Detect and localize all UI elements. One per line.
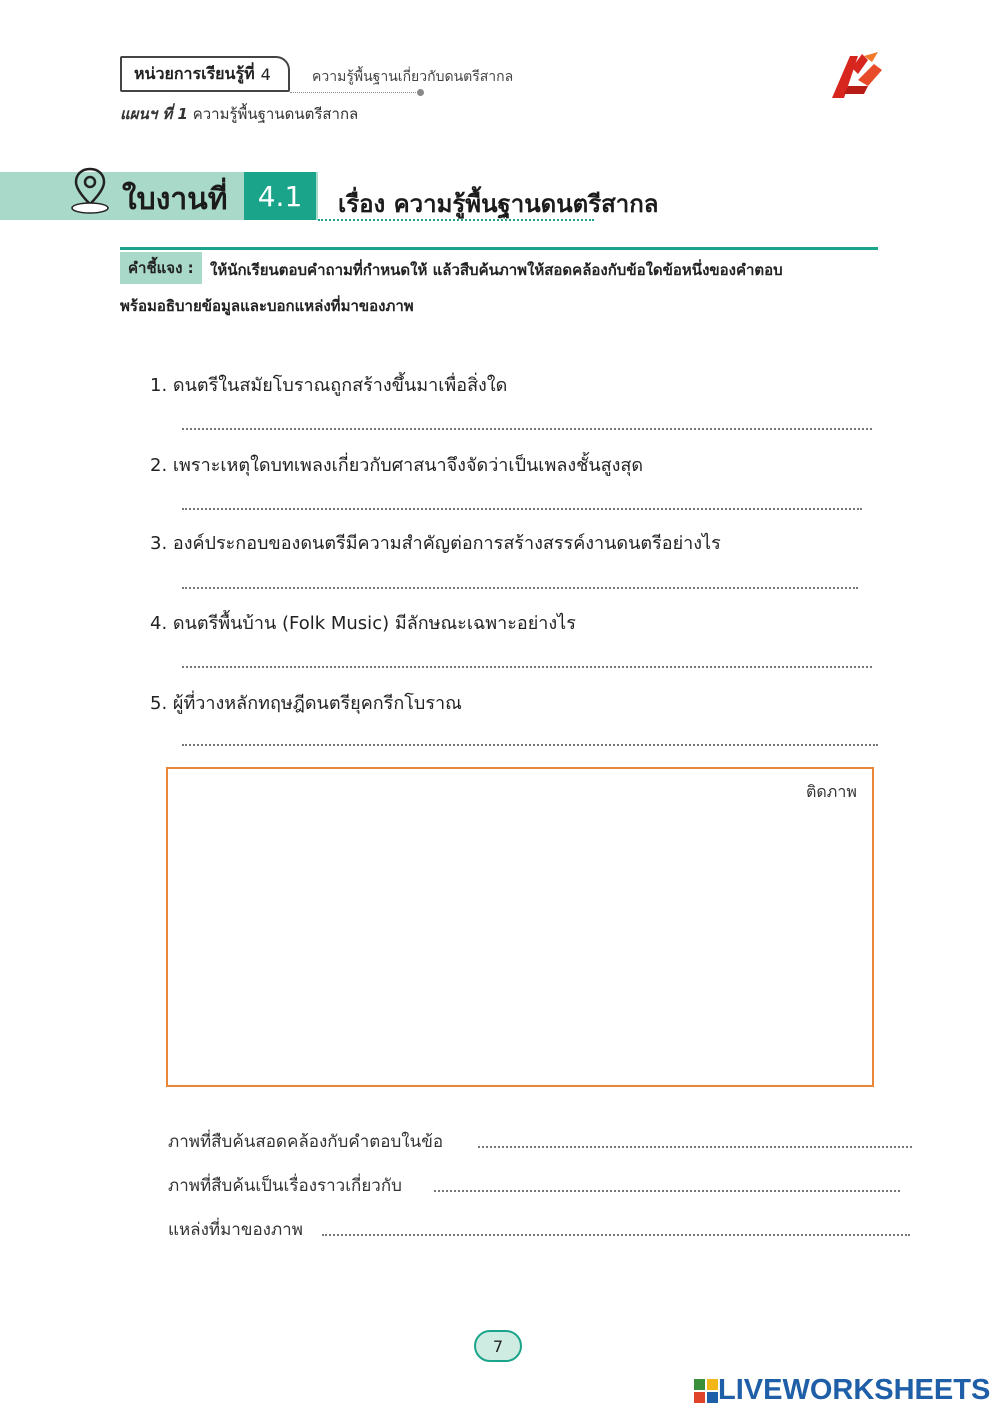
instructions-tag: คำชี้แจง :: [120, 252, 202, 284]
unit-box: [120, 56, 290, 92]
question-3: 3. องค์ประกอบของดนตรีมีความสำคัญต่อการสร้างสรรค์งานดนตรีอย่างไร: [150, 533, 721, 554]
answer-line-5[interactable]: [182, 744, 878, 746]
instructions-line-2: พร้อมอธิบายข้อมูลและบอกแหล่งที่มาของภาพ: [120, 297, 414, 315]
instructions-rule: [120, 247, 878, 250]
answer-line-3[interactable]: [182, 587, 858, 589]
watermark-text: LIVEWORKSHEETS: [718, 1374, 991, 1406]
field-line-source[interactable]: [322, 1234, 910, 1236]
question-1: 1. ดนตรีในสมัยโบราณถูกสร้างขึ้นมาเพื่อสิ่งใด: [150, 375, 508, 396]
question-5: 5. ผู้ที่วางหลักทฤษฎีดนตรียุคกรีกโบราณ: [150, 693, 462, 714]
liveworksheets-logo-icon: [693, 1378, 719, 1404]
page-number: 7: [474, 1330, 522, 1362]
answer-line-1[interactable]: [182, 428, 872, 430]
plan-topic: ความรู้พื้นฐานดนตรีสากล: [192, 105, 359, 123]
plan-label: แผนฯ ที่ 1: [120, 105, 188, 123]
field-label-answer-number: ภาพที่สืบค้นสอดคล้องกับคำตอบในข้อ: [168, 1132, 444, 1152]
unit-number: 4: [260, 64, 271, 84]
answer-line-4[interactable]: [182, 666, 872, 668]
publisher-logo-icon: [828, 50, 888, 102]
location-pin-icon: [68, 166, 112, 216]
field-line-answer-number[interactable]: [478, 1146, 912, 1148]
worksheet-label: ใบงานที่: [122, 182, 228, 217]
title-underline: [318, 219, 594, 221]
field-line-story[interactable]: [434, 1190, 900, 1192]
question-2: 2. เพราะเหตุใดบทเพลงเกี่ยวกับศาสนาจึงจัดว่าเป็นเพลงชั้นสูงสุด: [150, 455, 644, 476]
unit-topic: ความรู้พื้นฐานเกี่ยวกับดนตรีสากล: [312, 69, 514, 85]
unit-divider-dot: [417, 89, 424, 96]
field-label-story: ภาพที่สืบค้นเป็นเรื่องราวเกี่ยวกับ: [168, 1176, 402, 1196]
question-4: 4. ดนตรีพื้นบ้าน (Folk Music) มีลักษณะเฉพาะอย่างไร: [150, 613, 576, 634]
image-drop-area[interactable]: [166, 767, 874, 1087]
answer-line-2[interactable]: [182, 508, 862, 510]
image-drop-label: ติดภาพ: [806, 782, 857, 801]
field-label-source: แหล่งที่มาของภาพ: [168, 1220, 303, 1240]
unit-label: หน่วยการเรียนรู้ที่: [134, 63, 255, 83]
worksheet-topic: เรื่อง ความรู้พื้นฐานดนตรีสากล: [338, 190, 659, 218]
instructions-line-1: ให้นักเรียนตอบคำถามที่กำหนดให้ แล้วสืบค้นภาพให้สอดคล้องกับข้อใดข้อหนึ่งของคำตอบ: [210, 261, 783, 279]
worksheet-number: 4.1: [244, 172, 316, 220]
plan-line: [120, 102, 358, 126]
unit-divider: [290, 92, 420, 93]
